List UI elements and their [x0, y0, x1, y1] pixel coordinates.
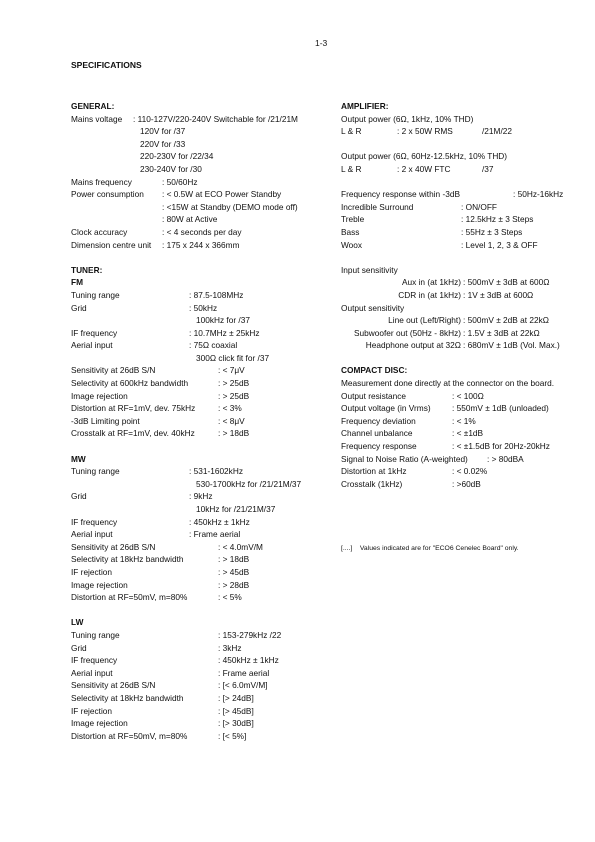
spec-row: [341, 465, 591, 478]
spec-row: [71, 591, 336, 604]
spec-row: [71, 667, 336, 680]
footnote-marker: [....]: [341, 545, 353, 552]
spec-row: [341, 150, 591, 163]
spec-label: Treble: [341, 214, 365, 225]
spec-row: [71, 654, 336, 667]
spec-row: [341, 327, 591, 340]
spec-value: : 500mV ± 2dB at 22kΩ: [463, 315, 549, 326]
spec-label: Image rejection: [71, 390, 128, 401]
spec-value: : 531-1602kHz: [189, 466, 243, 477]
spec-variant: /21M/22: [482, 126, 512, 137]
spec-row: [71, 415, 336, 428]
spec-row: [341, 453, 591, 466]
spec-row: [71, 138, 336, 151]
mw-heading: MW: [71, 453, 86, 464]
spec-row: [71, 566, 336, 579]
spec-label: Aux in (at 1kHz): [401, 277, 461, 288]
spec-value: : 87.5-108MHz: [189, 289, 244, 300]
spec-row: [341, 377, 591, 390]
spec-label: Tuning range: [71, 629, 120, 640]
spec-row: [341, 201, 591, 214]
spec-value: 220-230V for /22/34: [140, 151, 214, 162]
spec-row: [341, 276, 591, 289]
spec-row: [71, 465, 336, 478]
spec-row: [71, 163, 336, 176]
spec-row: [71, 516, 336, 529]
spec-value: : > 18dB: [218, 428, 250, 439]
spec-value: : [< 6.0mV/M]: [218, 680, 268, 691]
spec-label: Power consumption: [71, 189, 144, 200]
spec-value: 120V for /37: [140, 126, 186, 137]
spec-label: Signal to Noise Ratio (A-weighted): [341, 453, 468, 464]
spec-row: [71, 314, 336, 327]
spec-label: Crosstalk at RF=1mV, dev. 40kHz: [71, 428, 195, 439]
spec-label: Headphone output at 32Ω: [365, 340, 461, 351]
spec-row: [71, 705, 336, 718]
spec-label: Selectivity at 600kHz bandwidth: [71, 378, 189, 389]
spec-value: : < 0.02%: [452, 466, 488, 477]
spec-row: [71, 528, 336, 541]
spec-row: [71, 642, 336, 655]
spec-value: : 9kHz: [189, 491, 213, 502]
spec-row: [71, 730, 336, 743]
spec-row: [341, 125, 591, 138]
spec-label: Tuning range: [71, 466, 120, 477]
spec-value: : < 5%: [218, 592, 242, 603]
spec-label: Woox: [341, 239, 363, 250]
spec-row: [71, 302, 336, 315]
spec-value: : 3kHz: [218, 642, 242, 653]
spec-value: 10kHz for /21/21M/37: [196, 504, 276, 514]
spec-label: Dimension centre unit: [71, 239, 152, 250]
spec-label: Image rejection: [71, 718, 128, 729]
spec-label: -3dB Limiting point: [71, 415, 140, 426]
spec-variant: /37: [482, 163, 494, 174]
spec-value: 530-1700kHz for /21/21M/37: [196, 478, 302, 489]
spec-value: : [> 24dB]: [218, 692, 254, 703]
spec-value: : 50Hz-16kHz: [513, 189, 564, 200]
spec-label: Incredible Surround: [341, 201, 414, 212]
spec-row: [341, 302, 591, 315]
spec-value: : 80W at Active: [162, 214, 218, 225]
spec-value: : < 4.0mV/M: [218, 541, 263, 552]
spec-row: [71, 113, 336, 126]
spec-label: IF frequency: [71, 516, 118, 527]
spec-value: : <15W at Standby (DEMO mode off): [162, 201, 298, 212]
spec-value: : 50kHz: [189, 302, 218, 313]
spec-row: [71, 503, 336, 516]
spec-label: CDR in (at 1kHz): [398, 289, 461, 300]
fm-heading: FM: [71, 277, 83, 288]
spec-label: Input sensitivity: [341, 264, 398, 275]
spec-label: Selectivity at 18kHz bandwidth: [71, 692, 184, 703]
spec-value: : Frame aerial: [189, 529, 241, 540]
spec-value: : 50/60Hz: [162, 176, 198, 187]
spec-row: [71, 226, 336, 239]
spec-label: Output voltage (in Vrms): [341, 403, 431, 414]
spec-label: L & R: [341, 163, 362, 174]
spec-row: [341, 390, 591, 403]
spec-row: [71, 327, 336, 340]
spec-value: : 1V ± 3dB at 600Ω: [463, 289, 534, 300]
spec-label: Distortion at RF=50mV, m=80%: [71, 730, 188, 741]
spec-row: [71, 427, 336, 440]
spec-value: : < 7μV: [218, 365, 245, 376]
spec-value: 230-240V for /30: [140, 163, 202, 174]
spec-label: IF frequency: [71, 327, 118, 338]
spec-label: Output sensitivity: [341, 302, 405, 313]
spec-value: : < 0.5W at ECO Power Standby: [162, 189, 282, 200]
spec-row: [341, 427, 591, 440]
spec-row: [71, 717, 336, 730]
spec-label: Frequency response: [341, 441, 417, 452]
spec-value: : ON/OFF: [461, 201, 497, 212]
spec-row: [341, 402, 591, 415]
spec-label: Output power (6Ω, 60Hz-12.5kHz, 10% THD): [341, 151, 508, 162]
right-column: [341, 100, 591, 490]
spec-value: : < ±1.5dB for 20Hz-20kHz: [452, 441, 550, 452]
spec-value: : 450kHz ± 1kHz: [218, 655, 279, 666]
spec-label: Distortion at RF=50mV, m=80%: [71, 592, 188, 603]
spec-row: [71, 478, 336, 491]
spec-value: : [> 30dB]: [218, 718, 254, 729]
spec-row: [71, 289, 336, 302]
spec-row: [71, 541, 336, 554]
spec-note: Measurement done directly at the connector on the board.: [341, 378, 555, 389]
spec-label: Sensitivity at 26dB S/N: [71, 680, 156, 691]
spec-value: : 75Ω coaxial: [189, 340, 238, 351]
spec-row: [341, 478, 591, 491]
spec-row: [341, 113, 591, 126]
spec-label: Line out (Left/Right): [388, 315, 461, 326]
spec-row: [341, 163, 591, 176]
spec-value: : 1.5V ± 3dB at 22kΩ: [463, 327, 540, 338]
spec-label: Output power (6Ω, 1kHz, 10% THD): [341, 113, 474, 124]
spec-value: : > 18dB: [218, 554, 250, 565]
spec-value: : < ±1dB: [452, 428, 484, 439]
spec-row: [341, 339, 591, 352]
tuner-heading: TUNER:: [71, 264, 103, 275]
spec-label: Aerial input: [71, 667, 113, 678]
spec-label: Mains frequency: [71, 176, 132, 187]
spec-label: Tuning range: [71, 289, 120, 300]
spec-label: Grid: [71, 302, 87, 313]
spec-row: [71, 377, 336, 390]
spec-label: IF rejection: [71, 566, 113, 577]
spec-value: : [< 5%]: [218, 730, 247, 741]
spec-row: [71, 176, 336, 189]
spec-value: : [> 45dB]: [218, 705, 254, 716]
spec-value: 220V for /33: [140, 138, 186, 149]
spec-value: : Frame aerial: [218, 667, 270, 678]
spec-row: [71, 125, 336, 138]
spec-value: : < 8μV: [218, 415, 245, 426]
left-column: [71, 100, 336, 742]
spec-label: Aerial input: [71, 340, 113, 351]
spec-row: [71, 692, 336, 705]
spec-row: [341, 188, 591, 201]
spec-row: [341, 314, 591, 327]
spec-label: Mains voltage: [71, 113, 123, 124]
spec-row: [341, 440, 591, 453]
spec-label: Clock accuracy: [71, 226, 128, 237]
spec-value: : 2 x 40W FTC: [397, 163, 451, 174]
spec-value: : 500mV ± 3dB at 600Ω: [463, 277, 550, 288]
spec-label: IF frequency: [71, 655, 118, 666]
spec-row: [341, 289, 591, 302]
spec-label: Sensitivity at 26dB S/N: [71, 541, 156, 552]
spec-value: : > 45dB: [218, 566, 250, 577]
spec-row: [71, 553, 336, 566]
spec-label: Distortion at 1kHz: [341, 466, 407, 477]
spec-value: : 175 x 244 x 366mm: [162, 239, 240, 250]
footnote: [341, 545, 519, 552]
spec-row: [71, 239, 336, 252]
spec-value: : > 25dB: [218, 390, 250, 401]
spec-value: : 153-279kHz /22: [218, 629, 282, 640]
spec-row: [71, 629, 336, 642]
spec-value: : < 1%: [452, 415, 476, 426]
spec-value: : > 28dB: [218, 579, 250, 590]
spec-value: : 680mV ± 1dB (Vol. Max.): [463, 340, 560, 351]
spec-label: Grid: [71, 491, 87, 502]
spec-value: : 450kHz ± 1kHz: [189, 516, 250, 527]
spec-value: : 12.5kHz ± 3 Steps: [461, 214, 534, 225]
spec-label: Grid: [71, 642, 87, 653]
general-heading: GENERAL:: [71, 101, 115, 111]
spec-label: Image rejection: [71, 579, 128, 590]
spec-row: [71, 150, 336, 163]
spec-label: Sensitivity at 26dB S/N: [71, 365, 156, 376]
spec-row: [71, 390, 336, 403]
compact-disc-heading: COMPACT DISC:: [341, 365, 408, 376]
spec-value: : 2 x 50W RMS: [397, 126, 453, 137]
spec-value: : < 3%: [218, 403, 242, 414]
spec-row: [341, 264, 591, 277]
spec-label: Crosstalk (1kHz): [341, 478, 403, 489]
spec-row: [71, 339, 336, 352]
page-number: 1-3: [315, 38, 328, 48]
spec-row: [341, 239, 591, 252]
spec-value: : 550mV ± 1dB (unloaded): [452, 403, 549, 414]
amplifier-heading: AMPLIFIER:: [341, 101, 389, 111]
spec-label: Channel unbalance: [341, 428, 413, 439]
spec-row: [71, 352, 336, 365]
spec-value: : 10.7MHz ± 25kHz: [189, 327, 260, 338]
spec-label: Distortion at RF=1mV, dev. 75kHz: [71, 403, 196, 414]
spec-label: Subwoofer out (50Hz - 8kHz): [354, 327, 461, 338]
spec-label: Frequency deviation: [341, 415, 416, 426]
spec-value: 100kHz for /37: [196, 315, 250, 326]
spec-row: [341, 213, 591, 226]
spec-value: : >60dB: [452, 478, 481, 489]
spec-value: : 110-127V/220-240V Switchable for /21/21M: [133, 113, 298, 124]
spec-row: [71, 201, 336, 214]
spec-value: : > 80dBA: [487, 453, 524, 464]
spec-value: : 55Hz ± 3 Steps: [461, 226, 523, 237]
spec-label: IF rejection: [71, 705, 113, 716]
spec-row: [71, 402, 336, 415]
spec-value: : Level 1, 2, 3 & OFF: [461, 239, 538, 250]
footnote-text: Values indicated are for "ECO6 Cenelec Board" only.: [359, 545, 519, 552]
lw-heading: LW: [71, 617, 84, 628]
spec-row: [341, 226, 591, 239]
spec-row: [71, 679, 336, 692]
spec-row: [341, 415, 591, 428]
spec-row: [71, 490, 336, 503]
spec-label: Aerial input: [71, 529, 113, 540]
spec-value: : > 25dB: [218, 378, 250, 389]
spec-row: [71, 188, 336, 201]
spec-label: Bass: [341, 226, 360, 237]
page-title: SPECIFICATIONS: [71, 60, 142, 70]
spec-label: Output resistance: [341, 390, 407, 401]
spec-value: 300Ω click fit for /37: [196, 352, 270, 363]
spec-label: Selectivity at 18kHz bandwidth: [71, 554, 184, 565]
spec-row: [71, 579, 336, 592]
spec-row: [71, 213, 336, 226]
spec-value: : < 100Ω: [452, 390, 484, 401]
spec-label: L & R: [341, 126, 362, 137]
spec-label: Frequency response within -3dB: [341, 189, 460, 200]
spec-value: : < 4 seconds per day: [162, 226, 242, 237]
spec-row: [71, 364, 336, 377]
